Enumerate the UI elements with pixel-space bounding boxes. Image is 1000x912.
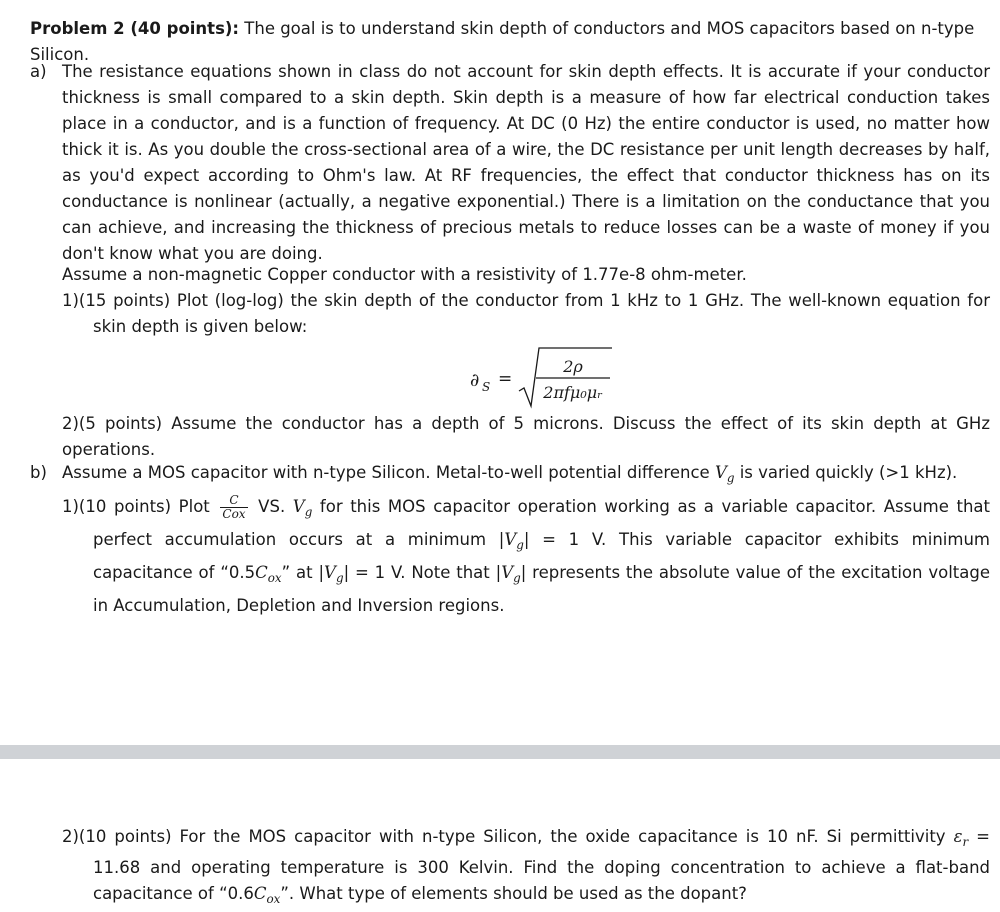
vg-subscript-5: g (513, 571, 521, 586)
cox-letter: C (255, 563, 268, 583)
q2-text-1: 2)(10 points) For the MOS capacitor with n-type Silicon, the oxide capacitance is 10 nF. Si permittivity (62, 827, 954, 846)
q2-text-2: = 11.68 and operating temperature is 300 Kelvin. Find the doping concentration to achieve a flat-band capacitance of “0.6 (93, 827, 991, 904)
page-separator (0, 745, 1000, 759)
skin-depth-equation (440, 344, 660, 410)
part-b-q1-label: 1)(10 points) Plot (62, 497, 218, 516)
c-over-cox-fraction (220, 494, 247, 521)
vg-letter: V (714, 463, 727, 482)
vg-subscript-4: g (335, 571, 344, 586)
q1-text-3: ” at | (281, 563, 325, 583)
vg-symbol-4 (324, 563, 344, 586)
vs-text: VS. (250, 497, 293, 516)
vg-subscript-2: g (304, 505, 313, 520)
part-b-intro-text: Assume a MOS capacitor with n-type Silicon. Metal-to-well potential difference (62, 463, 715, 482)
q1-text-2: | = 1 V. This variable capacitor exhibits minimum capacitance of “0.5 (93, 530, 990, 583)
part-b-intro-tail: is varied quickly (>1 kHz). (734, 463, 958, 482)
part-b-question-2 (62, 824, 990, 912)
part-b-label: b) (30, 463, 47, 482)
equation-equals: = (498, 369, 513, 389)
q2-text-3: ”. What type of elements should be used as the dopant? (280, 884, 747, 904)
part-a-question-1 (62, 288, 990, 340)
vg-symbol-5 (501, 563, 521, 586)
equation-numerator: 2ρ (563, 357, 583, 376)
epsilon-symbol (953, 827, 969, 850)
part-b-question-1 (62, 493, 990, 619)
part-a-q1-text: 1)(15 points) Plot (log-log) the skin depth of the conductor from 1 kHz to 1 GHz. The well-known equation for skin depth is given below: (62, 291, 990, 336)
cox-symbol-2 (253, 884, 281, 907)
epsilon-subscript: r (962, 835, 969, 850)
part-a-label: a) (30, 62, 47, 81)
vg-symbol-2 (292, 497, 313, 520)
q1-text-4: | = 1 V. Note that | (343, 563, 502, 583)
part-b-intro (62, 460, 990, 491)
problem-heading: Problem 2 (40 points): (30, 19, 240, 38)
vg-symbol-3 (504, 530, 524, 553)
cox-subscript: ox (267, 571, 282, 586)
part-a-paragraph: The resistance equations shown in class do not account for skin depth effects. It is accurate if your conductor thickness is small compared to a skin depth. Skin depth is a measure of how far electrical conduction takes place in a conductor, and is a function of frequency. At DC (0 Hz) the entire conductor is used, no matter how thick it is. As you double the cross-sectional area of a wire, the DC resistance per unit length decreases by half, as you'd expect according to Ohm's law. At RF frequencies, the effect that conductor thickness has on its conductance is nonlinear (actually, a negative exponential.) There is a limitation on the conductance that you can achieve, and increasing the thickness of precious metals to reduce losses can be a waste of money if you don't know what you are doing. (62, 62, 990, 263)
problem-intro: The goal is to understand skin depth of conductors and MOS capacitors based on n-type Silicon. (30, 19, 975, 64)
vg-letter-5: V (501, 563, 514, 583)
fraction-numerator: C (229, 493, 239, 507)
vg-symbol (714, 463, 735, 486)
q1-text-1: for this MOS capacitor operation working as a variable capacitor. Assume that perfect accumulation occurs at a minimum | (93, 497, 991, 550)
vg-letter-4: V (324, 563, 336, 583)
vg-letter-3: V (504, 530, 517, 550)
fraction-denominator: Cox (222, 507, 246, 521)
part-a-question-2: 2)(5 points) Assume the conductor has a depth of 5 microns. Discuss the effect of its skin depth at GHz operations. (62, 414, 990, 459)
part-a-assumption: Assume a non-magnetic Copper conductor with a resistivity of 1.77e-8 ohm-meter. (62, 265, 747, 284)
equation-lhs-subscript: S (482, 380, 491, 394)
equation-lhs: ∂ (470, 370, 480, 391)
cox-symbol (255, 563, 282, 586)
q1-text-5: | represents the absolute value of the excitation voltage in Accumulation, Depletion and Inversion regions. (93, 563, 990, 616)
vg-subscript: g (726, 471, 735, 486)
cox-subscript-2: ox (266, 892, 281, 907)
epsilon-letter: ε (953, 827, 963, 846)
equation-graphic (440, 344, 660, 410)
vg-subscript-3: g (516, 538, 524, 553)
vg-letter-2: V (292, 497, 305, 516)
cox-letter-2: C (253, 884, 267, 904)
equation-denominator: 2πfμ₀μᵣ (543, 383, 603, 402)
